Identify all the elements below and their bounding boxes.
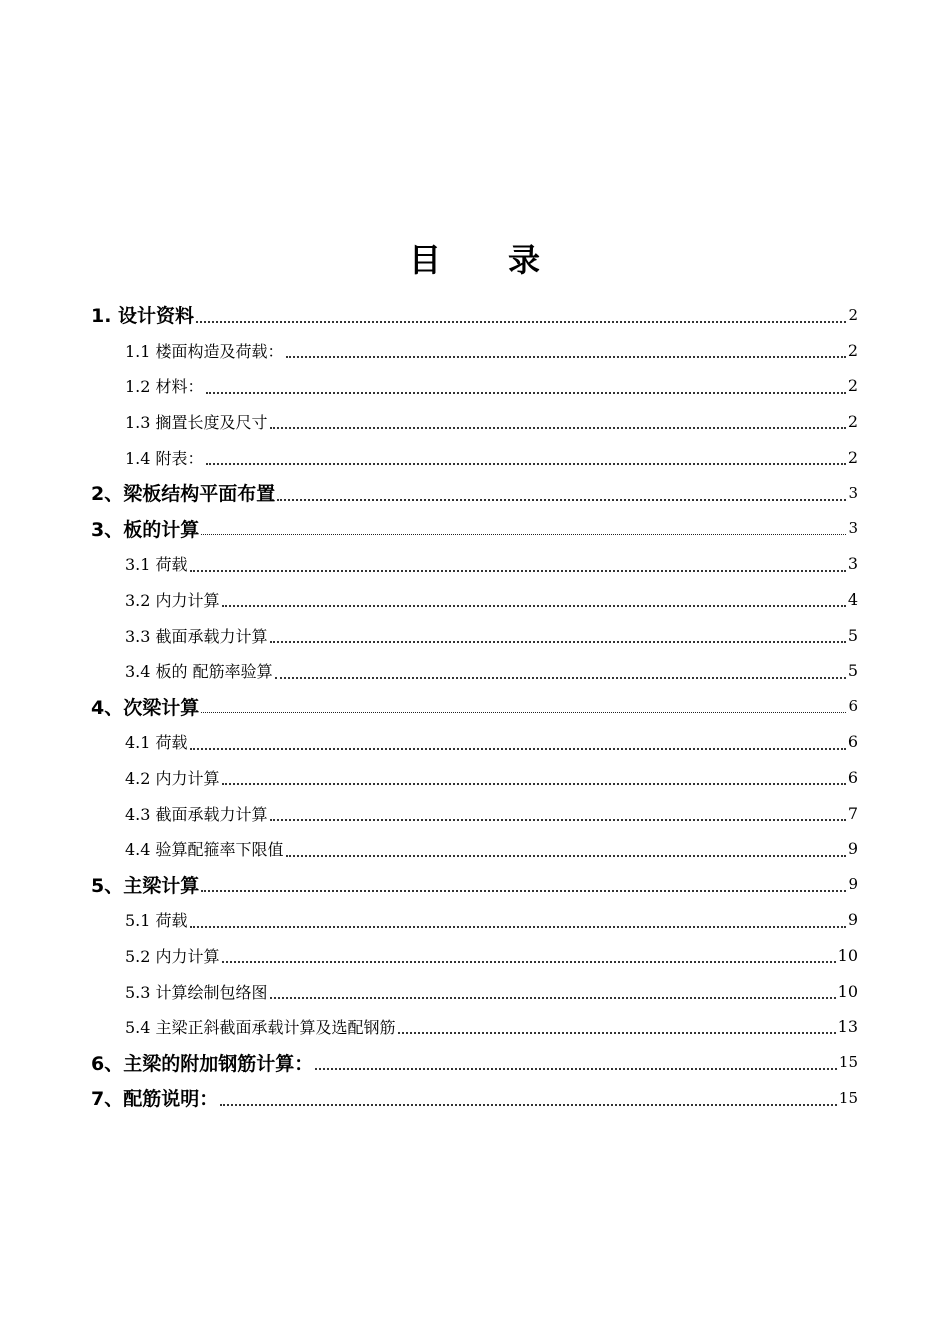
toc-entry[interactable] bbox=[0, 333, 950, 369]
toc-dot-leader bbox=[222, 604, 846, 607]
toc-entry[interactable] bbox=[0, 689, 950, 725]
table-of-contents bbox=[0, 297, 950, 1116]
toc-dot-leader bbox=[315, 1067, 837, 1070]
toc-entry[interactable] bbox=[0, 511, 950, 547]
toc-entry-page-number: 10 bbox=[837, 981, 858, 1001]
toc-dot-leader bbox=[190, 925, 846, 928]
toc-entry[interactable] bbox=[0, 760, 950, 796]
toc-entry-label: 3、板的计算 bbox=[91, 518, 200, 541]
toc-entry-page-number: 3 bbox=[848, 483, 858, 502]
toc-entry[interactable] bbox=[0, 546, 950, 582]
toc-entry-label: 3.2 内力计算 bbox=[125, 591, 220, 611]
toc-dot-leader bbox=[220, 1103, 837, 1106]
toc-dot-leader bbox=[286, 854, 846, 857]
toc-entry-page-number: 2 bbox=[847, 447, 858, 467]
toc-entry-label: 1.1 楼面构造及荷载： bbox=[125, 341, 284, 361]
toc-entry-page-number: 6 bbox=[847, 768, 858, 788]
toc-entry-label: 5.1 荷载 bbox=[125, 911, 188, 931]
toc-entry[interactable] bbox=[0, 439, 950, 475]
toc-entry-page-number: 4 bbox=[847, 590, 858, 610]
toc-entry-page-number: 2 bbox=[847, 412, 858, 432]
toc-entry[interactable] bbox=[0, 582, 950, 618]
toc-dot-leader bbox=[286, 355, 846, 358]
toc-entry-page-number: 3 bbox=[847, 554, 858, 574]
toc-entry-page-number: 15 bbox=[838, 1053, 858, 1072]
toc-entry-label: 7、配筋说明： bbox=[91, 1088, 219, 1111]
toc-entry-page-number: 10 bbox=[837, 945, 858, 965]
toc-entry-page-number: 3 bbox=[848, 519, 858, 538]
toc-entry[interactable] bbox=[0, 617, 950, 653]
toc-dot-leader bbox=[206, 462, 846, 465]
toc-entry-label: 4、次梁计算 bbox=[91, 696, 200, 719]
toc-entry-page-number: 15 bbox=[838, 1088, 858, 1107]
toc-entry-label: 4.4 验算配箍率下限值 bbox=[125, 840, 284, 860]
toc-dot-leader bbox=[206, 391, 846, 394]
toc-entry-label: 1.4 附表： bbox=[125, 448, 204, 468]
toc-entry[interactable] bbox=[0, 973, 950, 1009]
toc-entry[interactable] bbox=[0, 404, 950, 440]
toc-dot-leader bbox=[196, 320, 846, 323]
toc-entry-label: 5.2 内力计算 bbox=[125, 946, 220, 966]
toc-entry-page-number: 9 bbox=[848, 875, 858, 894]
toc-entry-label: 5.4 主梁正斜截面承载计算及选配钢筋 bbox=[125, 1018, 396, 1038]
toc-dot-leader bbox=[275, 676, 846, 679]
toc-dot-leader bbox=[201, 711, 846, 713]
toc-entry-page-number: 13 bbox=[837, 1017, 858, 1037]
toc-entry[interactable] bbox=[0, 475, 950, 511]
toc-dot-leader bbox=[270, 996, 836, 999]
toc-dot-leader bbox=[190, 747, 846, 750]
toc-entry-label: 4.3 截面承载力计算 bbox=[125, 804, 268, 824]
toc-entry-page-number: 9 bbox=[847, 839, 858, 859]
toc-dot-leader bbox=[190, 569, 846, 572]
toc-dot-leader bbox=[277, 498, 846, 501]
toc-dot-leader bbox=[270, 426, 846, 429]
toc-entry-page-number: 2 bbox=[847, 376, 858, 396]
toc-entry[interactable] bbox=[0, 653, 950, 689]
toc-entry-page-number: 2 bbox=[848, 305, 858, 324]
toc-entry-label: 5、主梁计算 bbox=[91, 874, 200, 897]
toc-entry-page-number: 6 bbox=[848, 697, 858, 716]
toc-entry-page-number: 7 bbox=[847, 803, 858, 823]
toc-entry-label: 3.3 截面承载力计算 bbox=[125, 626, 268, 646]
page-title: 目 录 bbox=[408, 241, 541, 279]
toc-dot-leader bbox=[398, 1031, 836, 1034]
toc-entry-label: 1.2 材料： bbox=[125, 377, 204, 397]
toc-dot-leader bbox=[270, 818, 846, 821]
toc-entry[interactable] bbox=[0, 938, 950, 974]
toc-entry[interactable] bbox=[0, 1009, 950, 1045]
toc-entry-page-number: 5 bbox=[847, 625, 858, 645]
toc-entry-label: 5.3 计算绘制包络图 bbox=[125, 982, 268, 1002]
toc-entry[interactable] bbox=[0, 1044, 950, 1080]
toc-entry[interactable] bbox=[0, 1080, 950, 1116]
toc-entry-label: 6、主梁的附加钢筋计算： bbox=[91, 1052, 314, 1075]
toc-entry[interactable] bbox=[0, 795, 950, 831]
toc-entry[interactable] bbox=[0, 297, 950, 333]
toc-dot-leader bbox=[270, 640, 846, 643]
toc-entry[interactable] bbox=[0, 902, 950, 938]
toc-dot-leader bbox=[222, 960, 836, 963]
toc-dot-leader bbox=[201, 889, 846, 892]
toc-dot-leader bbox=[222, 782, 846, 785]
toc-entry-page-number: 2 bbox=[847, 340, 858, 360]
toc-entry[interactable] bbox=[0, 831, 950, 867]
toc-entry-label: 1.3 搁置长度及尺寸 bbox=[125, 413, 268, 433]
toc-entry-page-number: 9 bbox=[847, 910, 858, 930]
toc-entry-page-number: 5 bbox=[847, 661, 858, 681]
toc-entry-label: 2、梁板结构平面布置 bbox=[91, 483, 276, 506]
toc-entry-label: 3.1 荷载 bbox=[125, 555, 188, 575]
toc-entry[interactable] bbox=[0, 867, 950, 903]
toc-entry[interactable] bbox=[0, 724, 950, 760]
toc-entry[interactable] bbox=[0, 368, 950, 404]
toc-entry-label: 4.2 内力计算 bbox=[125, 769, 220, 789]
toc-entry-label: 1. 设计资料 bbox=[91, 305, 195, 328]
toc-dot-leader bbox=[201, 533, 846, 535]
toc-entry-page-number: 6 bbox=[847, 732, 858, 752]
toc-entry-label: 3.4 板的 配筋率验算 bbox=[125, 662, 273, 682]
toc-entry-label: 4.1 荷载 bbox=[125, 733, 188, 753]
